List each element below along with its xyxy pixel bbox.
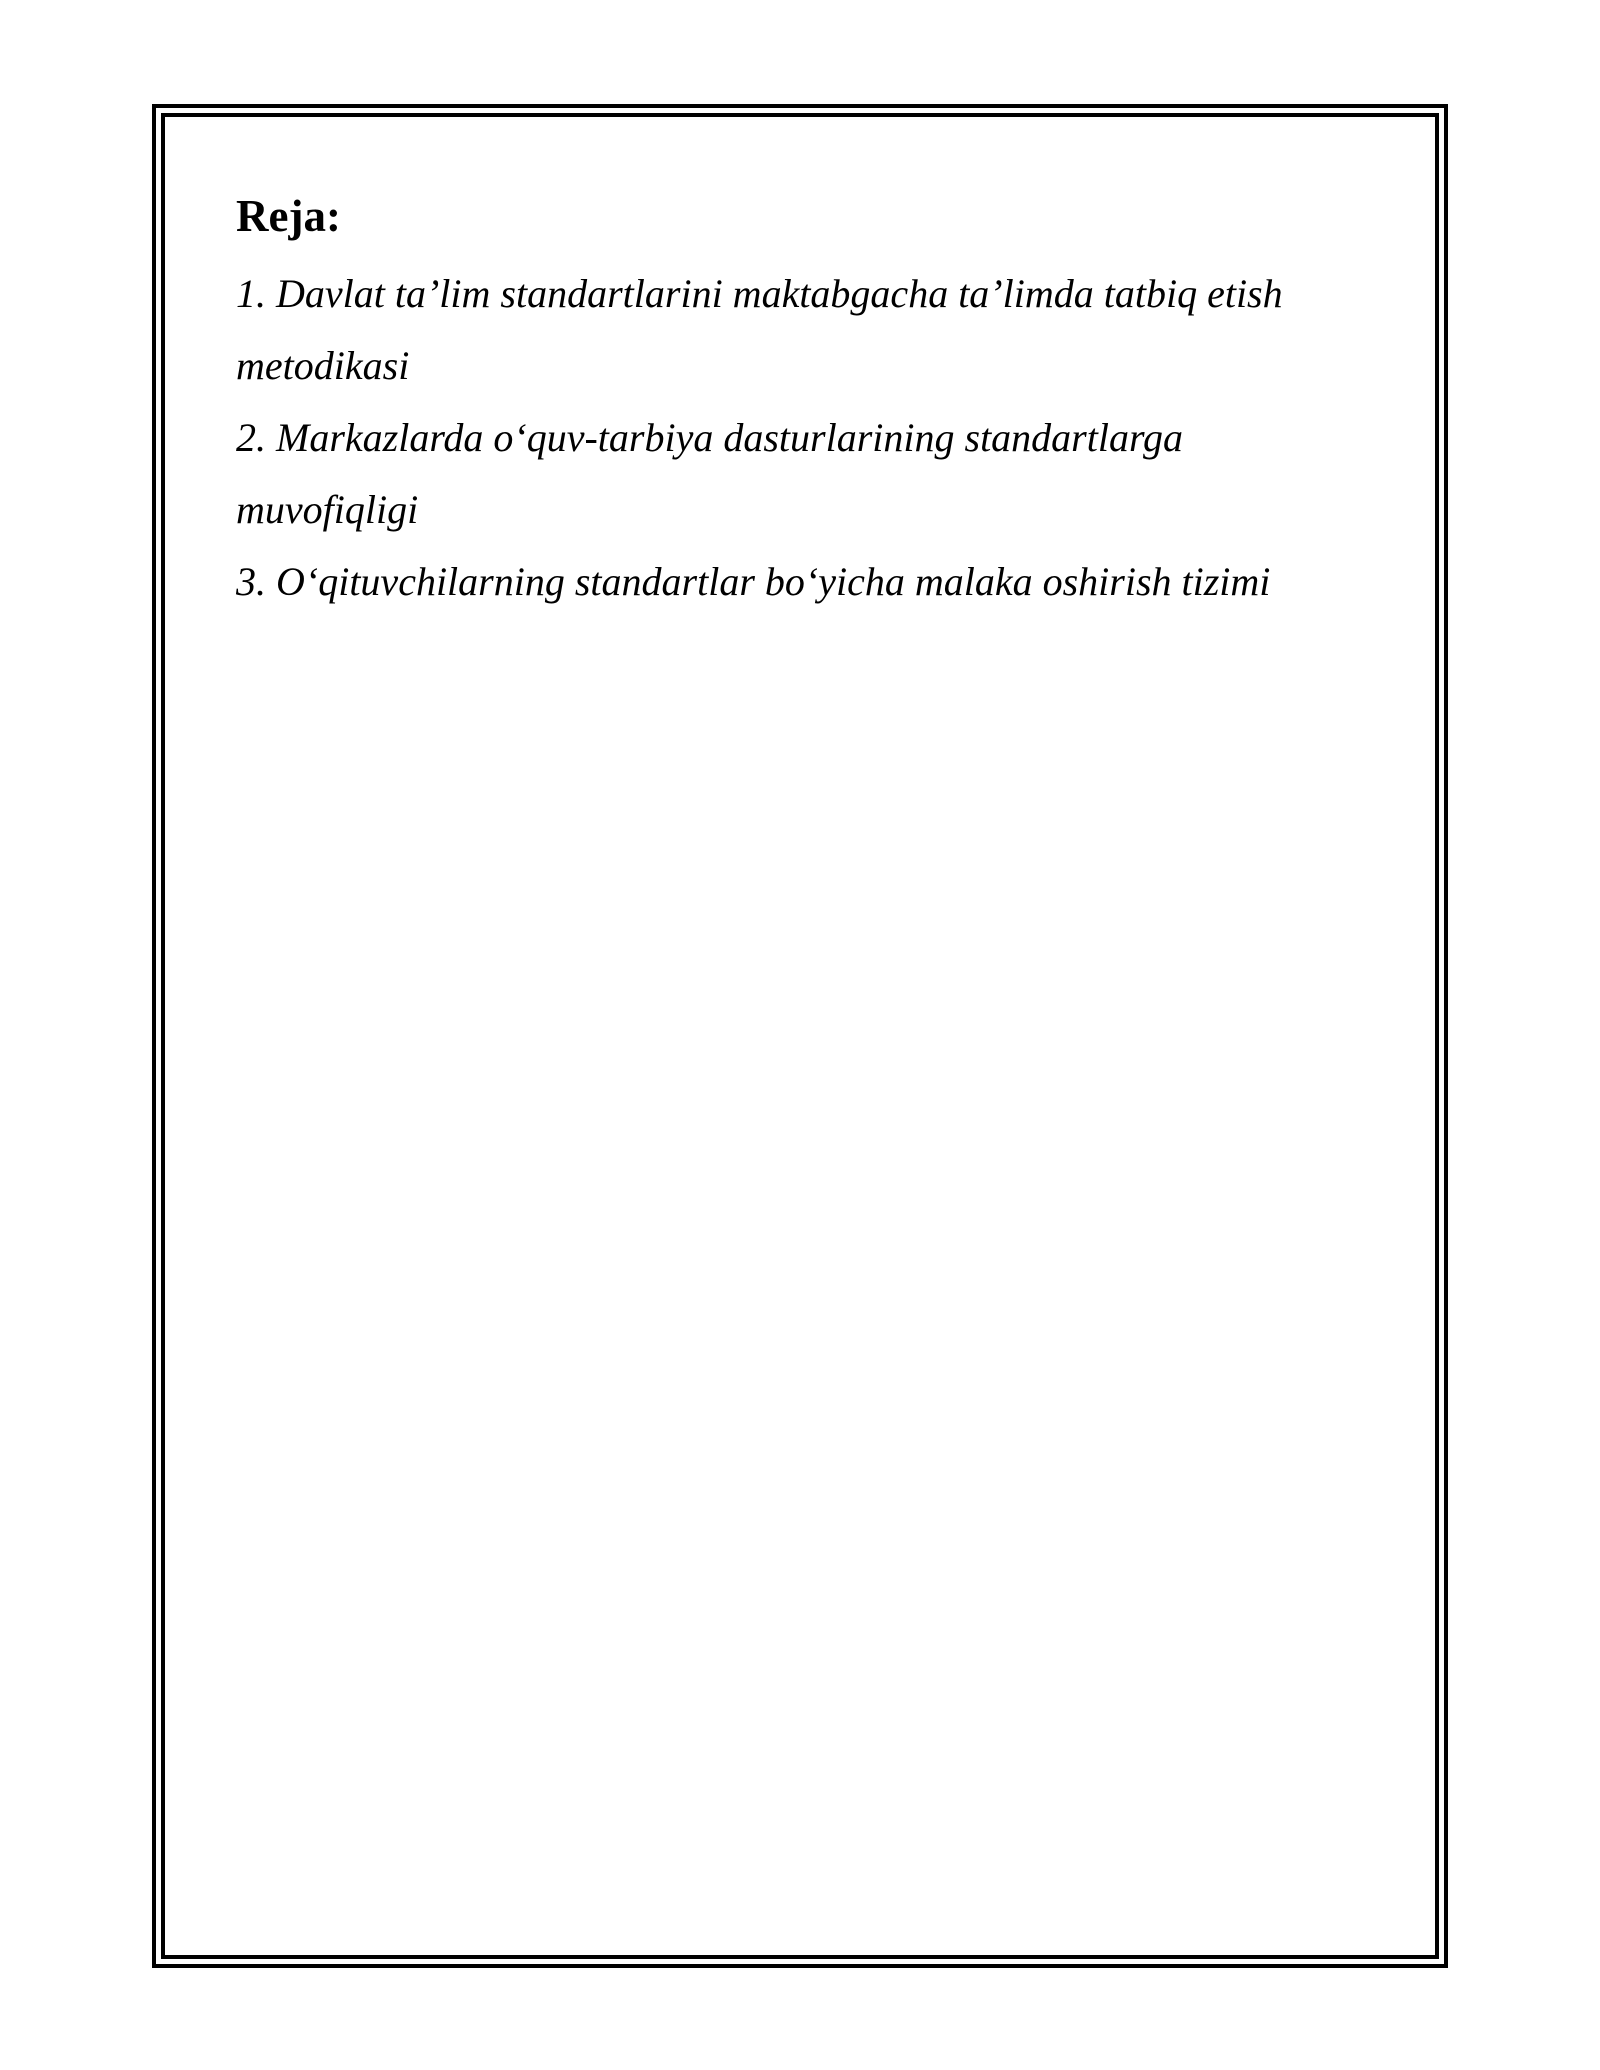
plan-item-1: 1. Davlat ta’lim standartlarini maktabgacha ta’limda tatbiq etish metodikasi [236,271,1283,388]
plan-item-3: 3. O‘qituvchilarning standartlar bo‘yicha malaka oshirish tizimi [236,559,1271,604]
page-content [236,186,1366,618]
plan-item-2: 2. Markazlarda o‘quv-tarbiya dasturlarining standartlarga muvofiqligi [236,415,1184,532]
plan-heading: Reja: [236,191,341,241]
plan-list [236,258,1366,618]
